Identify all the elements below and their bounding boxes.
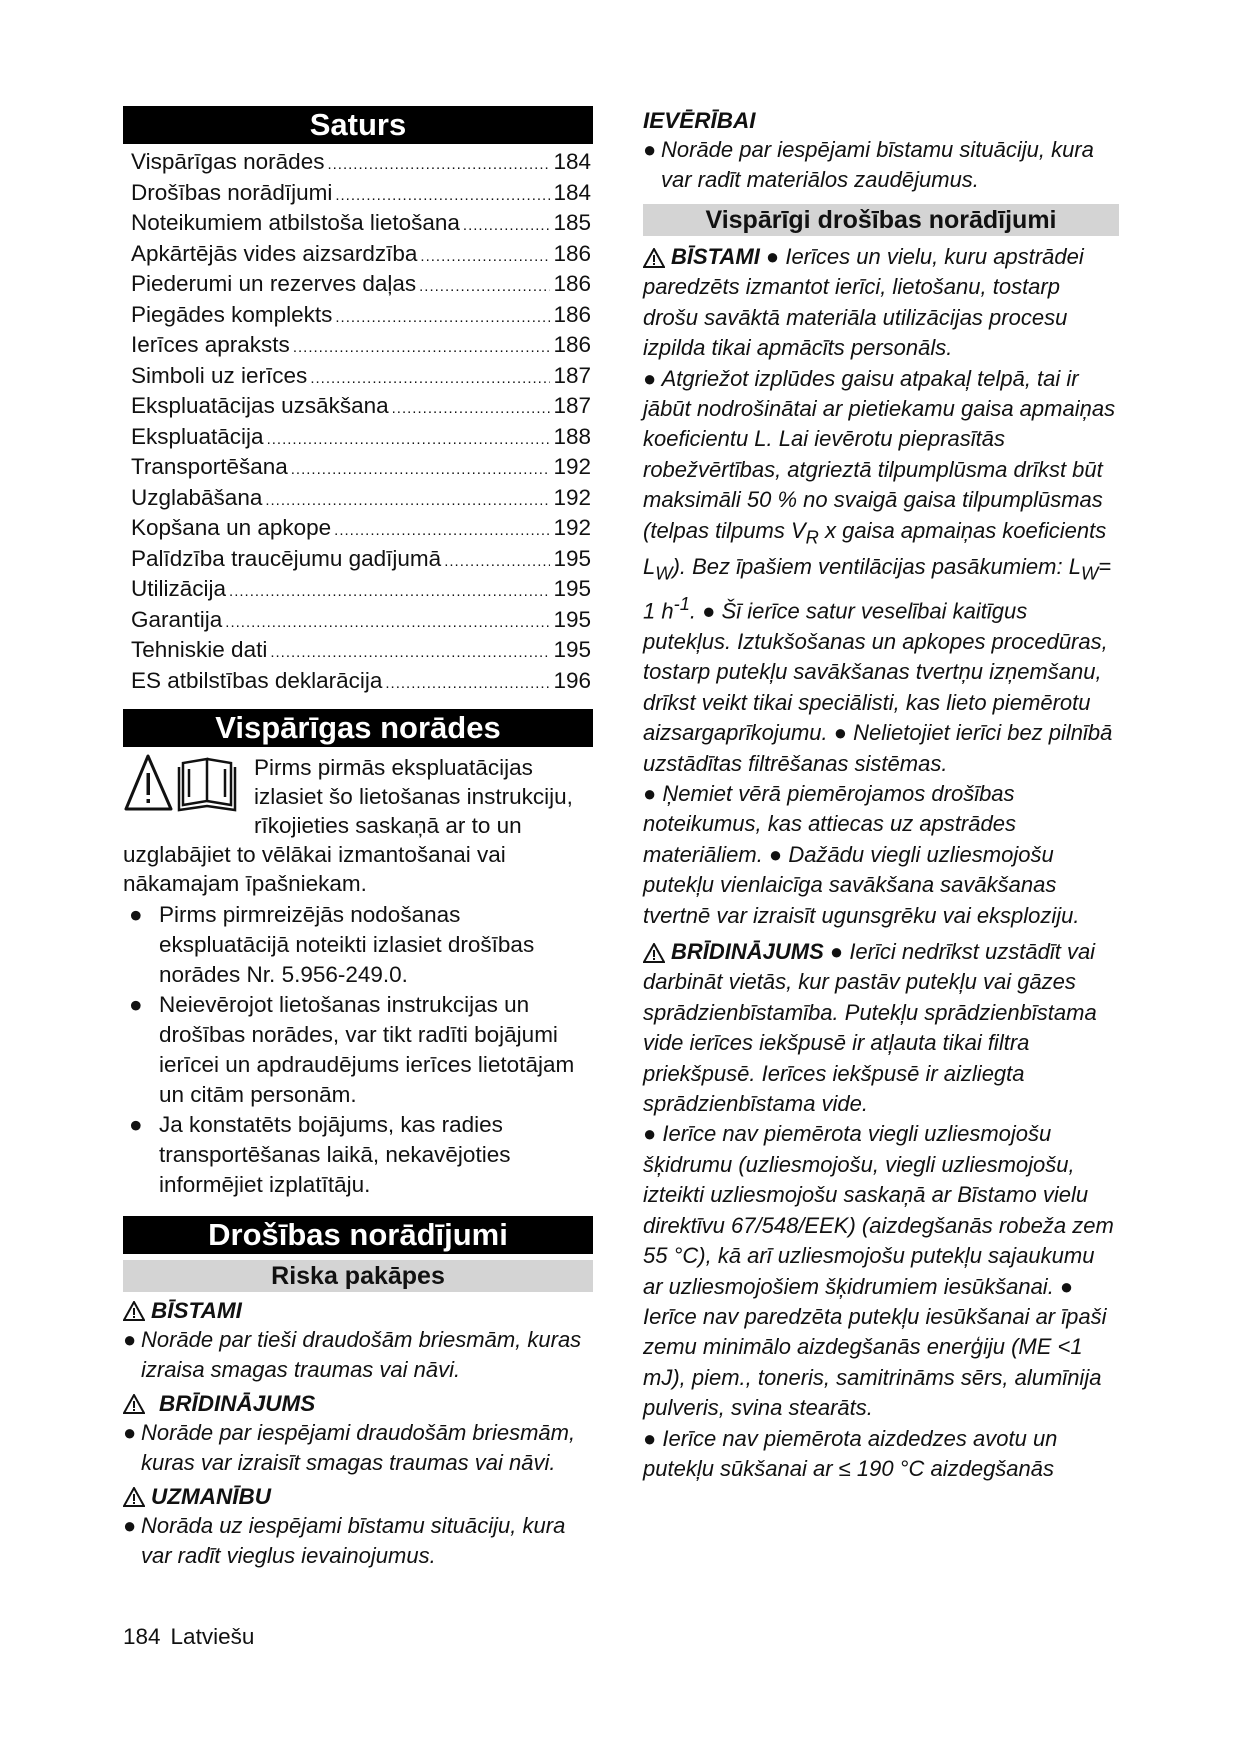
paragraph: ● Ierīce nav piemērota viegli uzliesmojošu šķidrumu (uzliesmojošu, viegli uzliesmojošu, izteikti uzliesmojošu saskaņā ar Bīstamo vielu direktīvu 67/548/EEK) (aizdegšanās robeža zem 55 °C), kā arī uzliesmojošu putekļu sajaukumu ar uzliesmojošiem šķidrumiem iesūkšanai. ● Ierīce nav paredzēta putekļu iesūkšanai ar īpaši zemu minimālo aizdegšanās enerģiju (ME <1 mJ), piem., toneris, samitrināms sērs, alumīnija pulveris, svina stearāts. [643,1121,1114,1421]
toc-leader-dots [265,486,550,517]
paragraph: BRĪDINĀJUMS ● Ierīci nedrīkst uzstādīt vai darbināt vietās, kur pastāv putekļu vai gāzes sprādzienbīstamība. Putekļu sprādzienbīstama vide ierīces iekšpusē ir atļauta tikai filtra priekšpusē. Ierīces iekšpusē ir aizliegta sprādzienbīstama vide. [643,939,1097,1117]
toc-entry[interactable] [131,239,591,270]
general-intro-text: Pirms pirmās ekspluatācijas izlasiet šo lietošanas instrukciju, rīkojieties saskaņā ar to un uzglabājiet to vēlākai izmantošanai vai nākamajam īpašniekam. [123,755,573,896]
warning-triangle-icon [643,943,665,963]
risk-levels-heading: Riska pakāpes [123,1260,593,1292]
paragraph: ● Ierīce nav piemērota aizdedzes avotu un putekļu sūkšanai ar ≤ 190 °C aizdegšanās [643,1425,1058,1481]
toc-leader-dots [225,608,550,639]
toc-entry[interactable] [131,544,591,575]
general-safety-heading: Vispārīgi drošības norādījumi [643,204,1119,236]
toc-leader-dots [392,394,551,425]
list-item: ● Norāde par iespējami bīstamu situāciju, kura var radīt materiālos zaudējumus. [643,137,1094,192]
toc-entry[interactable] [131,361,591,392]
toc-entry-page: 184 [553,179,591,205]
list-item: ● Norāde par tieši draudošām briesmām, kuras izraisa smagas traumas vai nāvi. [123,1327,582,1382]
toc-entry[interactable] [131,635,591,666]
toc-leader-dots [310,364,550,395]
toc-leader-dots [270,638,550,669]
toc-entry-title: Utilizācija [131,576,227,601]
right-column [643,106,1119,1484]
list-item: ● Neievērojot lietošanas instrukcijas un drošības norādes, var tikt radīti bojājumi ierīcei un apdraudējums ierīces lietotājam un citām personām. [129,992,575,1107]
toc-entry[interactable] [131,605,591,636]
warning-triangle-icon [123,1394,145,1414]
list-item: ● Norāda uz iespējami bīstamu situāciju, kura var radīt vieglus ievainojumus. [123,1513,566,1568]
left-column [123,106,593,1571]
toc-entry[interactable] [131,574,591,605]
toc-entry-title: Transportēšana [131,454,288,479]
toc-entry[interactable] [131,147,591,178]
table-of-contents [131,147,591,696]
toc-entry-page: 188 [553,423,591,449]
toc-entry-page: 186 [553,240,591,266]
language-label: Latviešu [170,1624,255,1649]
toc-leader-dots [335,303,550,334]
toc-leader-dots [267,425,551,456]
toc-entry[interactable] [131,452,591,483]
toc-leader-dots [420,242,550,273]
toc-leader-dots [334,516,550,547]
toc-leader-dots [385,669,550,700]
toc-leader-dots [229,577,550,608]
toc-entry-title: Vispārīgas norādes [131,149,325,174]
signal-notice: IEVĒRĪBAI [643,108,756,133]
toc-entry-page: 192 [553,515,591,540]
toc-entry-page: 195 [553,576,591,601]
toc-entry-title: Ekspluatācija [131,423,264,449]
toc-entry-title: Kopšana un apkope [131,515,332,540]
toc-entry-title: ES atbilstības deklarācija [131,667,383,693]
warning-triangle-icon [123,1487,145,1507]
signal-caution: UZMANĪBU [123,1482,593,1511]
toc-entry-page: 185 [553,210,591,235]
toc-entry-title: Ekspluatācijas uzsākšana [131,393,389,418]
toc-entry[interactable] [131,666,591,697]
toc-entry-page: 187 [553,362,591,388]
toc-entry-page: 195 [553,606,591,632]
toc-entry-title: Noteikumiem atbilstoša lietošana [131,210,460,235]
warning-triangle-icon [643,248,665,268]
general-safety-text [643,242,1119,1484]
page-footer [123,1624,264,1650]
toc-entry[interactable] [131,483,591,514]
toc-entry-title: Piegādes komplekts [131,301,333,327]
toc-leader-dots [335,181,550,212]
toc-entry-title: Uzglabāšana [131,484,263,510]
list-item: ● Pirms pirmreizējās nodošanas ekspluatācijā noteikti izlasiet drošības norādes Nr. 5.956-249.0. [129,902,535,987]
toc-entry[interactable] [131,330,591,361]
general-heading: Vispārīgas norādes [123,709,593,747]
toc-entry-page: 187 [553,393,591,418]
toc-leader-dots [293,333,551,364]
toc-entry-page: 192 [553,484,591,510]
toc-leader-dots [444,547,550,578]
toc-entry-title: Ierīces apraksts [131,332,290,357]
paragraph: BĪSTAMI ● Ierīces un vielu, kuru apstrādei paredzēts izmantot ierīci, lietošanu, tostarp drošu savāktā materiāla utilizācijas procesu izpilda tikai apmācīts personāls. [643,244,1084,361]
toc-entry-page: 192 [553,454,591,479]
toc-entry[interactable] [131,391,591,422]
toc-entry[interactable] [131,422,591,453]
warning-triangle-icon [123,1301,145,1321]
toc-entry-title: Simboli uz ierīces [131,362,308,388]
paragraph: ● Ņemiet vērā piemērojamos drošības noteikumus, kas attiecas uz apstrādes materiāliem. ● Dažādu viegli uzliesmojošu putekļu vienlaicīga savākšana savākšanas tvertnē var izraisīt ugunsgrēku vai eksploziju. [643,781,1080,928]
toc-entry-title: Apkārtējās vides aizsardzība [131,240,418,266]
general-intro [123,753,593,898]
toc-entry-page: 186 [553,271,591,296]
toc-entry[interactable] [131,269,591,300]
toc-entry-page: 186 [553,301,591,327]
toc-entry-page: 195 [553,545,591,571]
warning-manual-icon [123,753,250,813]
toc-entry[interactable] [131,178,591,209]
list-item: ● Ja konstatēts bojājums, kas radies transportēšanas laikā, nekavējoties informējiet izplatītāju. [129,1112,511,1197]
toc-entry-title: Drošības norādījumi [131,179,333,205]
toc-entry-title: Garantija [131,606,223,632]
toc-entry-title: Palīdzība traucējumu gadījumā [131,545,442,571]
toc-leader-dots [327,150,550,181]
toc-entry[interactable] [131,300,591,331]
toc-leader-dots [463,211,551,242]
paragraph: ● Atgriežot izplūdes gaisu atpakaļ telpā, tai ir jābūt nodrošinātai ar pietiekamu gaisa apmaiņas koeficientu L. Lai ievērotu pieprasītās robežvērtības, atgrieztā tilpumplūsma drīkst būt maksimāli 50 % no svaigā gaisa tilpumplūsmas (telpas tilpums $V_R$ x gaisa apmaiņas koeficients $L_W$). Bez īpašiem ventilācijas pasākumiem: $L_W= 1$ $h^{-1}$. ● Šī ierīce satur veselībai kaitīgus putekļus. Iztukšošanas un apkopes procedūras, tostarp putekļu savākšanas tvertņu izņemšanu, drīkst veikt tikai speciālisti, kas lieto piemērotu aizsargaprīkojumu. ● Nelietojiet ierīci bez pilnībā uzstādītas filtrēšanas sistēmas. [643,365,1116,776]
toc-entry-page: 196 [553,667,591,693]
signal-danger: BĪSTAMI [123,1296,593,1325]
toc-entry-page: 195 [553,637,591,662]
toc-entry-title: Tehniskie dati [131,637,268,662]
toc-leader-dots [419,272,550,303]
toc-entry-page: 186 [553,332,591,357]
safety-heading: Drošības norādījumi [123,1216,593,1254]
page-number: 184 [123,1624,161,1649]
signal-warning: BRĪDINĀJUMS [123,1389,593,1418]
toc-entry-page: 184 [553,149,591,174]
toc-entry[interactable] [131,513,591,544]
toc-leader-dots [291,455,551,486]
list-item: ● Norāde par iespējami draudošām briesmām, kuras var izraisīt smagas traumas vai nāvi. [123,1420,576,1475]
toc-heading: Saturs [123,106,593,144]
toc-entry[interactable] [131,208,591,239]
toc-entry-title: Piederumi un rezerves daļas [131,271,417,296]
